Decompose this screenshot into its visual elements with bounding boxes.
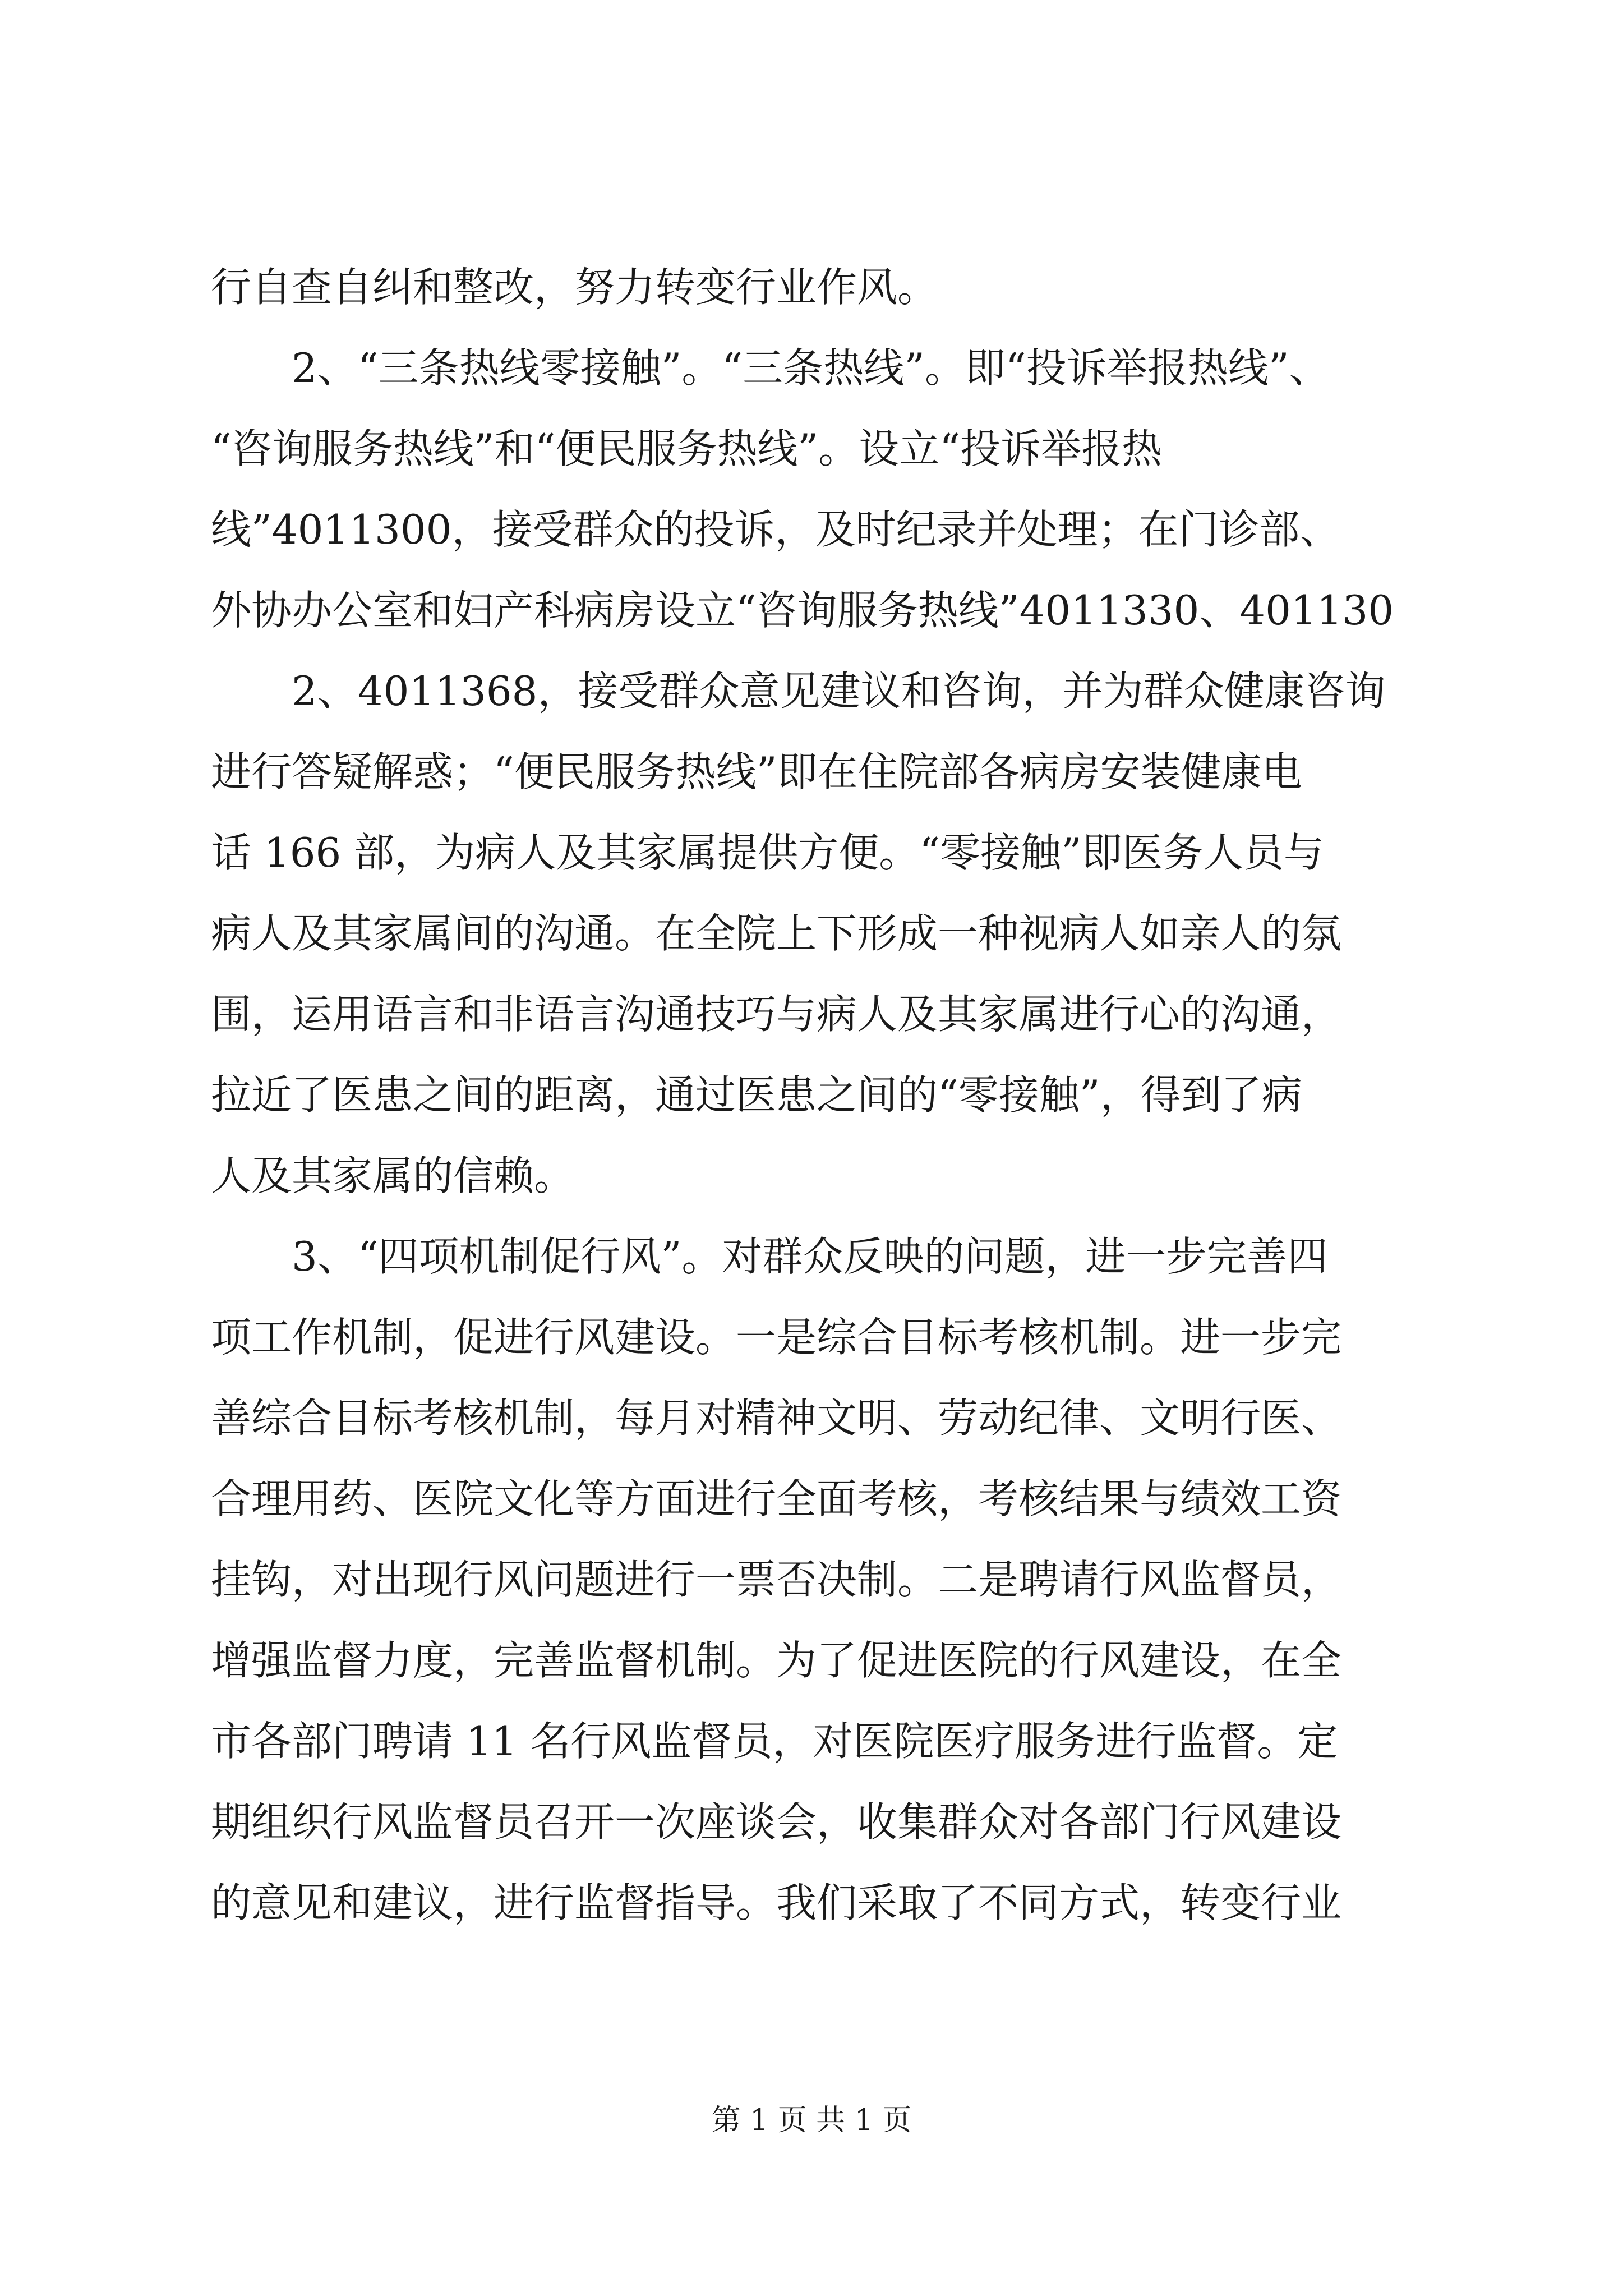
text-line: 项工作机制，促进行风建设。一是综合目标考核机制。进一步完 — [211, 1314, 1342, 1361]
text-line: 线”4011300，接受群众的投诉，及时纪录并处理；在门诊部、 — [211, 506, 1340, 553]
text-line: 人及其家属的信赖。 — [211, 1152, 575, 1199]
text-line: 病人及其家属间的沟通。在全院上下形成一种视病人如亲人的氛 — [211, 910, 1342, 957]
text-line: 围，运用语言和非语言沟通技巧与病人及其家属进行心的沟通， — [211, 991, 1342, 1038]
body-text — [211, 247, 1428, 1943]
text-line: 增强监督力度，完善监督机制。为了促进医院的行风建设，在全 — [211, 1637, 1342, 1684]
text-line: 期组织行风监督员召开一次座谈会，收集群众对各部门行风建设 — [211, 1798, 1342, 1846]
text-line: 市各部门聘请 11 名行风监督员，对医院医疗服务进行监督。定 — [211, 1718, 1338, 1765]
page-number-footer: 第 1 页 共 1 页 — [711, 2104, 912, 2137]
text-line: 2、4011368，接受群众意见建议和咨询，并为群众健康咨询 — [211, 668, 1386, 715]
text-line: 行自查自纠和整改，努力转变行业作风。 — [211, 264, 938, 311]
text-line: 善综合目标考核机制，每月对精神文明、劳动纪律、文明行医、 — [211, 1395, 1342, 1442]
text-line: 的意见和建议，进行监督指导。我们采取了不同方式，转变行业 — [211, 1879, 1342, 1926]
text-line: 话 166 部，为病人及其家属提供方便。“零接触”即医务人员与 — [211, 829, 1324, 876]
text-line: “咨询服务热线”和“便民服务热线”。设立“投诉举报热 — [211, 425, 1163, 472]
text-line: 外协办公室和妇产科病房设立“咨询服务热线”4011330、401130 — [211, 587, 1394, 634]
text-line: 拉近了医患之间的距离，通过医患之间的“零接触”，得到了病 — [211, 1071, 1302, 1119]
text-line: 挂钩，对出现行风问题进行一票否决制。二是聘请行风监督员， — [211, 1556, 1342, 1603]
text-line: 进行答疑解惑；“便民服务热线”即在住院部各病房安装健康电 — [211, 748, 1302, 795]
text-line: 2、“三条热线零接触”。“三条热线”。即“投诉举报热线”、 — [211, 344, 1330, 392]
text-line: 合理用药、医院文化等方面进行全面考核，考核结果与绩效工资 — [211, 1475, 1342, 1522]
text-line: 3、“四项机制促行风”。对群众反映的问题，进一步完善四 — [211, 1233, 1328, 1280]
